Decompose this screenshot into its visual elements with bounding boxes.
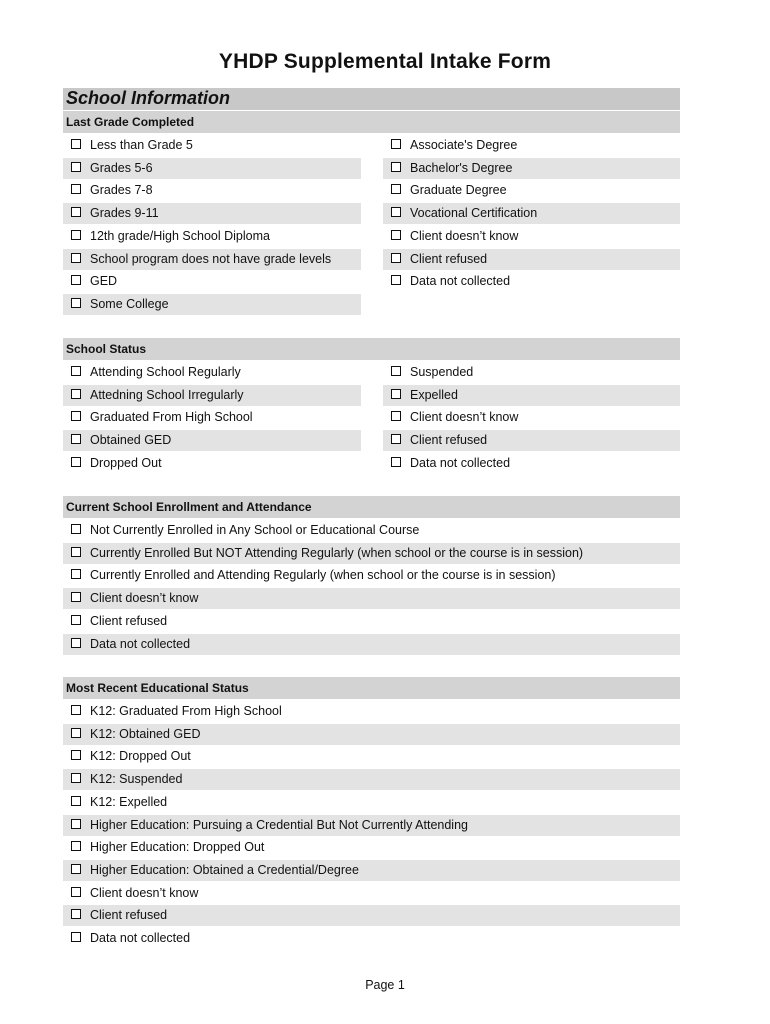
checkbox-icon[interactable] [391, 275, 401, 285]
checkbox-icon[interactable] [71, 230, 81, 240]
checkbox-icon[interactable] [71, 569, 81, 579]
checkbox-option[interactable] [63, 724, 680, 745]
option-label: Higher Education: Obtained a Credential/Degree [90, 862, 359, 877]
checkbox-option[interactable] [63, 928, 680, 949]
checkbox-option[interactable] [63, 226, 361, 247]
page-number: Page 1 [365, 978, 405, 992]
option-label: Client doesn’t know [90, 885, 199, 900]
checkbox-option[interactable] [63, 815, 680, 836]
option-label: Grades 9-11 [90, 206, 159, 221]
option-label: Data not collected [90, 931, 191, 945]
checkbox-option[interactable] [383, 430, 680, 451]
option-label: GED [90, 274, 118, 289]
option-label: Client doesn’t know [410, 228, 519, 243]
checkbox-icon[interactable] [71, 864, 81, 874]
option-label: K12: Graduated From High School [90, 704, 282, 718]
subhead-enrollment: Current School Enrollment and Attendance [63, 496, 680, 518]
checkbox-icon[interactable] [71, 615, 81, 625]
checkbox-option[interactable] [63, 407, 361, 428]
checkbox-icon[interactable] [71, 909, 81, 919]
checkbox-icon[interactable] [71, 819, 81, 829]
checkbox-option[interactable] [63, 203, 361, 224]
option-label: School program does not have grade levels [90, 251, 332, 266]
checkbox-option[interactable] [63, 520, 680, 541]
checkbox-icon[interactable] [391, 207, 401, 217]
option-label: Grades 5-6 [90, 160, 153, 175]
checkbox-option[interactable] [63, 611, 680, 632]
option-label: K12: Dropped Out [90, 749, 191, 764]
checkbox-option[interactable] [63, 158, 361, 179]
option-label: K12: Expelled [90, 794, 168, 809]
option-label: Dropped Out [90, 455, 162, 470]
checkbox-icon[interactable] [71, 275, 81, 285]
checkbox-icon[interactable] [71, 841, 81, 851]
checkbox-icon[interactable] [71, 184, 81, 194]
checkbox-icon[interactable] [71, 434, 81, 444]
option-label: Data not collected [90, 636, 191, 651]
checkbox-icon[interactable] [71, 366, 81, 376]
option-label: Less than Grade 5 [90, 138, 193, 152]
checkbox-option[interactable] [63, 792, 680, 813]
checkbox-option[interactable] [63, 135, 361, 156]
checkbox-option[interactable] [383, 135, 680, 156]
checkbox-icon[interactable] [71, 457, 81, 467]
checkbox-option[interactable] [63, 837, 680, 858]
option-label: Client refused [90, 908, 168, 923]
checkbox-option[interactable] [63, 294, 361, 315]
subhead-recent-status: Most Recent Educational Status [63, 677, 680, 699]
checkbox-option[interactable] [63, 362, 361, 383]
checkbox-option[interactable] [63, 769, 680, 790]
checkbox-icon[interactable] [71, 524, 81, 534]
checkbox-icon[interactable] [71, 773, 81, 783]
checkbox-option[interactable] [383, 362, 680, 383]
checkbox-option[interactable] [383, 203, 680, 224]
checkbox-option[interactable] [63, 588, 680, 609]
option-label: Client refused [90, 613, 168, 628]
option-label: 12th grade/High School Diploma [90, 228, 270, 243]
option-label: Vocational Certification [410, 206, 538, 221]
option-label: Client refused [410, 433, 488, 448]
checkbox-icon[interactable] [71, 705, 81, 715]
checkbox-option[interactable] [63, 543, 680, 564]
option-label: Client doesn’t know [90, 591, 199, 606]
checkbox-icon[interactable] [71, 547, 81, 557]
checkbox-icon[interactable] [71, 932, 81, 942]
option-label: Data not collected [410, 455, 511, 470]
checkbox-icon[interactable] [391, 139, 401, 149]
option-label: Suspended [410, 365, 474, 379]
checkbox-option[interactable] [63, 430, 361, 451]
checkbox-option[interactable] [63, 249, 361, 270]
checkbox-option[interactable] [383, 180, 680, 201]
checkbox-icon[interactable] [391, 253, 401, 263]
checkbox-icon[interactable] [71, 796, 81, 806]
option-label: Graduate Degree [410, 183, 507, 198]
option-label: Client doesn’t know [410, 410, 519, 425]
option-label: Associate's Degree [410, 138, 518, 152]
checkbox-icon[interactable] [391, 411, 401, 421]
checkbox-icon[interactable] [71, 887, 81, 897]
checkbox-option[interactable] [383, 249, 680, 270]
option-label: Attedning School Irregularly [90, 387, 244, 402]
checkbox-icon[interactable] [71, 162, 81, 172]
checkbox-option[interactable] [63, 385, 361, 406]
option-label: Attending School Regularly [90, 365, 241, 379]
checkbox-option[interactable] [383, 226, 680, 247]
checkbox-option[interactable] [63, 860, 680, 881]
checkbox-option[interactable] [63, 180, 361, 201]
option-label: Some College [90, 296, 169, 311]
checkbox-icon[interactable] [71, 298, 81, 308]
checkbox-icon[interactable] [391, 366, 401, 376]
checkbox-option[interactable] [63, 453, 361, 474]
section-title: School Information [66, 88, 230, 108]
option-label: Grades 7-8 [90, 183, 153, 198]
checkbox-option[interactable] [63, 634, 680, 655]
checkbox-icon[interactable] [391, 434, 401, 444]
subhead-last-grade: Last Grade Completed [63, 111, 680, 133]
checkbox-icon[interactable] [71, 207, 81, 217]
option-label: Higher Education: Dropped Out [90, 840, 265, 855]
option-label: Currently Enrolled and Attending Regularly (when school or the course is in session) [90, 568, 556, 583]
checkbox-option[interactable] [63, 883, 680, 904]
checkbox-icon[interactable] [391, 389, 401, 399]
checkbox-icon[interactable] [391, 162, 401, 172]
checkbox-option[interactable] [383, 271, 680, 292]
option-label: Expelled [410, 387, 458, 402]
checkbox-option[interactable] [383, 158, 680, 179]
option-label: Graduated From High School [90, 410, 253, 425]
option-label: Bachelor's Degree [410, 160, 513, 175]
subhead-school-status: School Status [63, 338, 680, 360]
checkbox-option[interactable] [383, 385, 680, 406]
checkbox-option[interactable] [63, 701, 680, 722]
checkbox-icon[interactable] [71, 389, 81, 399]
option-label: Currently Enrolled But NOT Attending Regularly (when school or the course is in session) [90, 545, 584, 560]
checkbox-icon[interactable] [391, 184, 401, 194]
checkbox-icon[interactable] [71, 750, 81, 760]
checkbox-icon[interactable] [391, 457, 401, 467]
checkbox-option[interactable] [383, 453, 680, 474]
checkbox-option[interactable] [63, 746, 680, 767]
checkbox-icon[interactable] [71, 139, 81, 149]
checkbox-icon[interactable] [71, 592, 81, 602]
checkbox-option[interactable] [63, 565, 680, 586]
option-label: Obtained GED [90, 433, 172, 448]
option-label: K12: Obtained GED [90, 726, 201, 741]
checkbox-icon[interactable] [71, 638, 81, 648]
option-label: K12: Suspended [90, 772, 183, 787]
checkbox-icon[interactable] [391, 230, 401, 240]
option-label: Not Currently Enrolled in Any School or Educational Course [90, 523, 420, 537]
checkbox-icon[interactable] [71, 411, 81, 421]
form-title: YHDP Supplemental Intake Form [218, 50, 552, 73]
checkbox-icon[interactable] [71, 728, 81, 738]
checkbox-option[interactable] [63, 905, 680, 926]
checkbox-option[interactable] [383, 407, 680, 428]
option-label: Data not collected [410, 274, 511, 289]
option-label: Client refused [410, 251, 488, 266]
option-label: Higher Education: Pursuing a Credential But Not Currently Attending [90, 817, 468, 832]
checkbox-icon[interactable] [71, 253, 81, 263]
checkbox-option[interactable] [63, 271, 361, 292]
